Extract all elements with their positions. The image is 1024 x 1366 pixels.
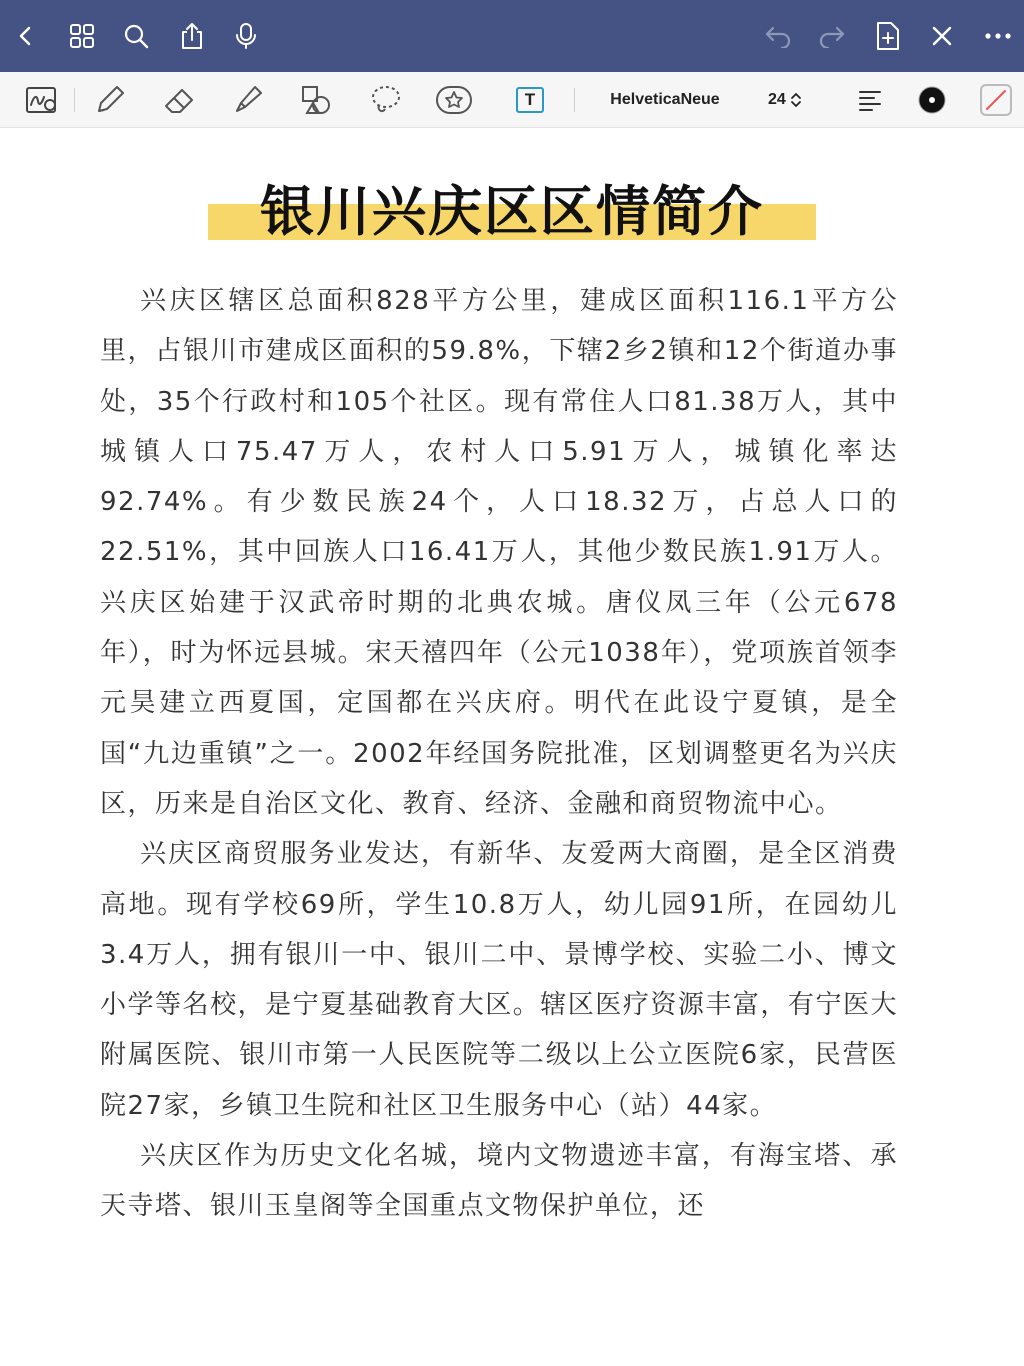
pen-icon [93,83,127,117]
more-icon [985,32,1011,40]
microphone-icon [234,22,258,50]
paragraph: 兴庆区商贸服务业发达，有新华、友爱两大商圈，是全区消费高地。现有学校69所，学生10.8万人，幼儿园91所，在园幼儿3.4万人，拥有银川一中、银川二中、景博学校、实验二小、博文小学等名校，是宁夏基础教育大区。辖区医疗资源丰富，有宁医大附属医院、银川市第一人民医院等二级以上公立医院6家，民营医院27家，乡镇卫生院和社区卫生服务中心（站）44家。 [100,839,898,1121]
sticker-icon [435,85,473,115]
document-body [100,276,898,1232]
text-tool-label: T [524,90,536,109]
undo-button[interactable] [756,14,800,58]
lasso-tool[interactable] [362,78,410,122]
redo-button[interactable] [810,14,854,58]
voice-button[interactable] [224,14,268,58]
read-mode-icon [25,85,59,115]
thumbnails-button[interactable] [60,14,104,58]
share-button[interactable] [170,14,214,58]
font-size-selector[interactable] [768,88,828,112]
close-button[interactable] [920,14,964,58]
toolbar-divider [74,88,75,112]
eraser-tool[interactable] [156,78,204,122]
document-page[interactable] [0,128,1024,1366]
add-page-icon [875,21,901,51]
shapes-icon [299,83,333,117]
document-title: 银川兴庆区区情简介 [260,180,764,243]
align-button[interactable] [846,78,894,122]
align-icon [858,89,882,111]
color-picker-button[interactable] [908,78,956,122]
top-navigation-bar [0,0,1024,72]
pen-tool[interactable] [86,78,134,122]
chevron-left-icon [14,24,38,48]
font-family-selector[interactable]: HelveticaNeue [610,91,720,108]
search-button[interactable] [114,14,158,58]
search-icon [123,23,149,49]
color-icon [917,85,947,115]
grid-icon [69,23,95,49]
stepper-icon [790,92,802,108]
font-size-value: 24 [768,91,786,108]
paragraph: 兴庆区辖区总面积828平方公里，建成区面积116.1平方公里，占银川市建成区面积的59.8%，下辖2乡2镇和12个街道办事处，35个行政村和105个社区。现有常住人口81.38万人，其中城镇人口75.47万人，农村人口5.91万人，城镇化率达92.74%。有少数民族24个，人口18.32万，占总人口的22.51%，其中回族人口16.41万人，其他少数民族1.91万人。兴庆区始建于汉武帝时期的北典农城。唐仪凤三年（公元678年），时为怀远县城。宋天禧四年（公元1038年），党项族首领李元昊建立西夏国，定国都在兴庆府。明代在此设宁夏镇，是全国“九边重镇”之一。2002年经国务院批准，区划调整更名为兴庆区，历来是自治区文化、教育、经济、金融和商贸物流中心。 [100,286,898,819]
eraser-icon [162,84,198,116]
close-icon [931,25,953,47]
text-tool[interactable] [506,78,554,122]
highlighter-icon [231,83,265,117]
share-icon [179,22,205,50]
back-button[interactable] [4,14,48,58]
sticker-tool[interactable] [430,78,478,122]
lasso-icon [369,83,403,117]
redo-icon [818,24,846,48]
text-tool-icon [516,87,544,113]
no-fill-icon [979,83,1013,117]
toolbar-divider [574,88,575,112]
tool-bar [0,72,1024,128]
highlighter-tool[interactable] [224,78,272,122]
shapes-tool[interactable] [292,78,340,122]
undo-icon [764,24,792,48]
more-button[interactable] [976,14,1020,58]
paragraph: 兴庆区作为历史文化名城，境内文物遗迹丰富，有海宝塔、承天寺塔、银川玉皇阁等全国重点文物保护单位，还 [100,1141,898,1222]
read-mode-button[interactable] [18,78,66,122]
fill-button[interactable] [972,78,1020,122]
add-page-button[interactable] [866,14,910,58]
